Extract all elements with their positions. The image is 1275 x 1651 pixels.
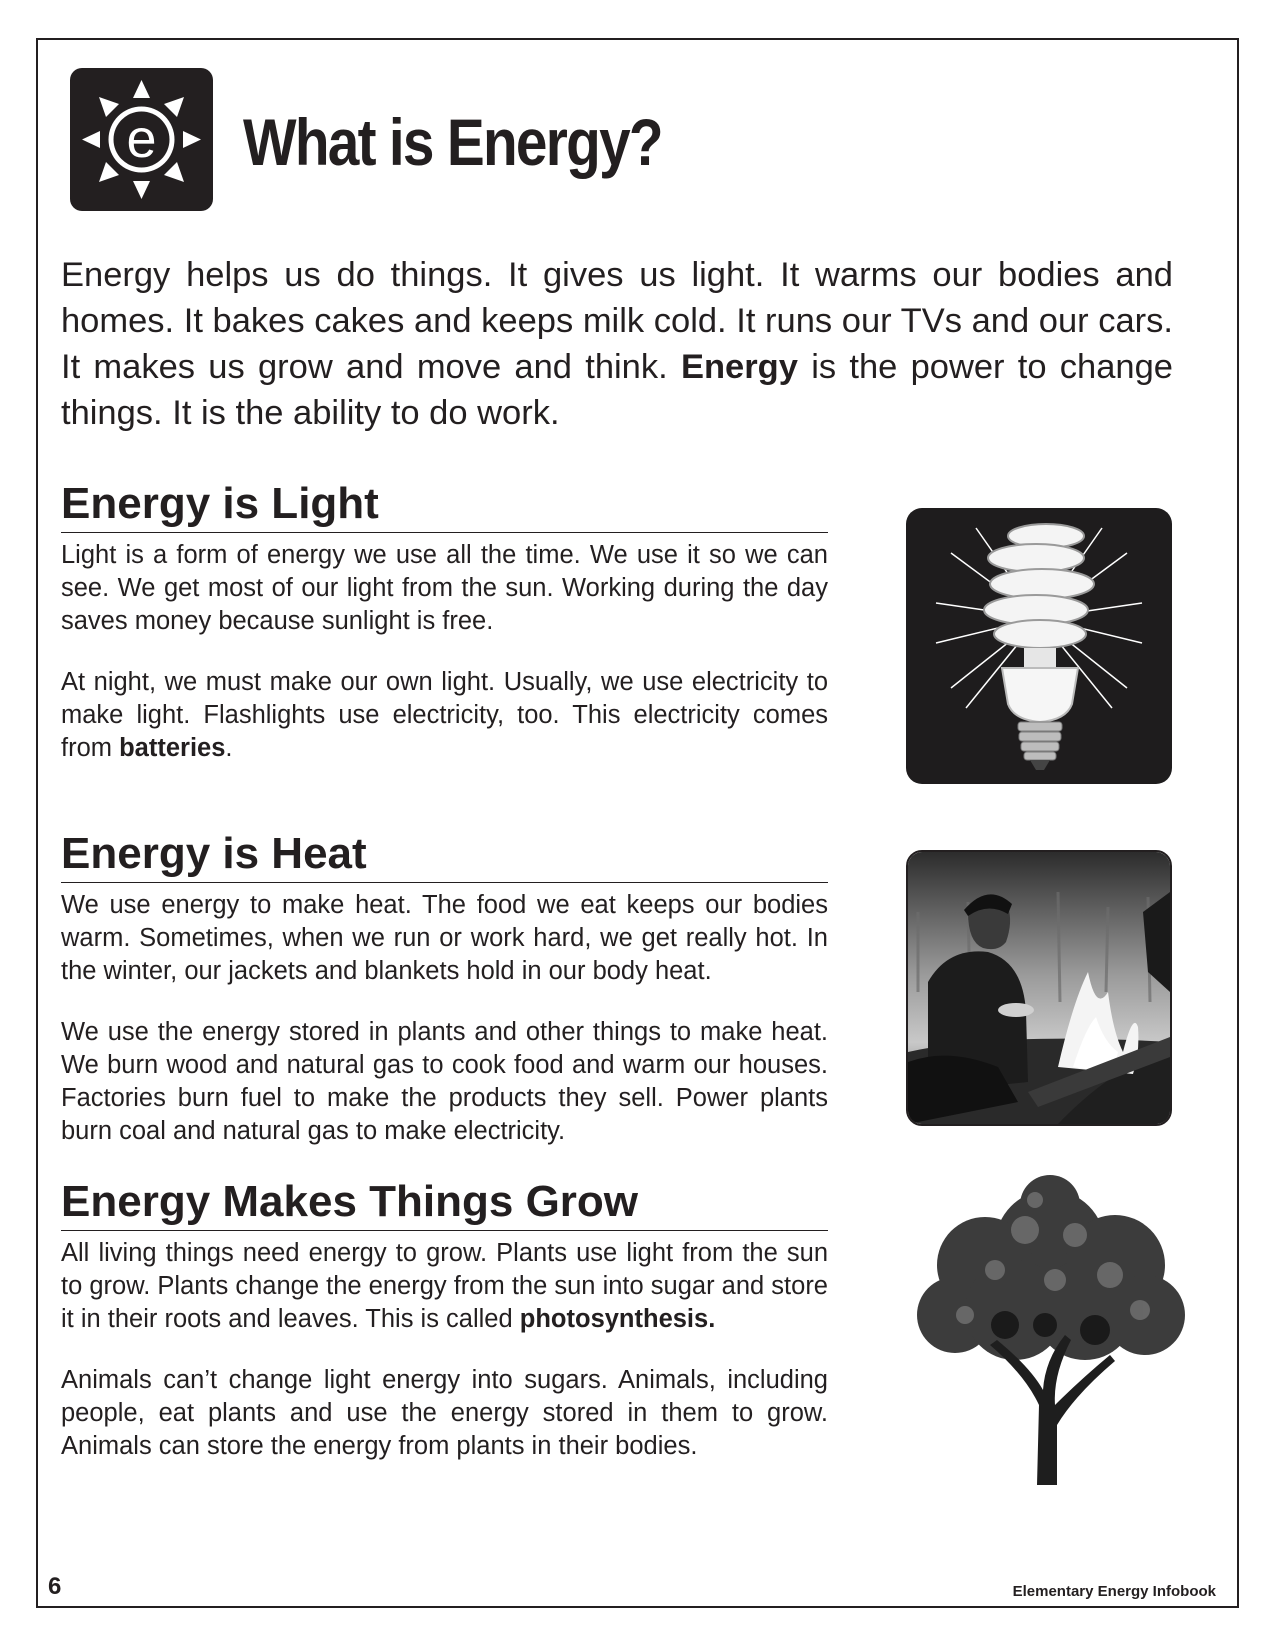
section-heading: Energy is Heat bbox=[61, 826, 828, 883]
section-paragraph: Light is a form of energy we use all the time. We use it so we can see. We get most of our light from the sun. Working during the day saves money because sunlight is free. bbox=[61, 541, 828, 635]
intro-text: Energy helps us do things. It gives us light. It warms our bodies and homes. It bakes cakes and keeps milk cold. It runs our TVs and our cars. It makes us grow and move and think. bbox=[61, 256, 1173, 386]
paragraph-text-end: . bbox=[225, 734, 233, 762]
paragraph-text: All living things need energy to grow. Plants use light from the sun to grow. Plants change the energy from the sun into sugar and store it in their roots and leaves. This is called bbox=[61, 1239, 828, 1333]
campfire-person-icon bbox=[906, 850, 1172, 1126]
bold-term: batteries bbox=[119, 734, 226, 762]
intro-paragraph bbox=[61, 252, 1173, 436]
svg-text:e: e bbox=[126, 109, 157, 169]
light-bulb-icon bbox=[906, 508, 1172, 784]
page-title: What is Energy? bbox=[243, 105, 662, 179]
book-title: Elementary Energy Infobook bbox=[1012, 1583, 1216, 1600]
bold-term: photosynthesis. bbox=[519, 1305, 716, 1333]
section-paragraph: We use the energy stored in plants and other things to make heat. We burn wood and natural gas to cook food and warm our houses. Factories burn fuel to make the products they sell. Power plants burn coal and natural gas to make electricity. bbox=[61, 1018, 828, 1145]
section-energy-light bbox=[61, 476, 828, 765]
section-paragraph bbox=[61, 1237, 828, 1336]
intro-text-end: is the power to change things. It is the ability to do work. bbox=[61, 348, 1173, 432]
section-paragraph: Animals can’t change light energy into sugars. Animals, including people, eat plants and use the energy stored in them to grow. Animals can store the energy from plants in their bodies. bbox=[61, 1366, 828, 1460]
page-number: 6 bbox=[48, 1573, 62, 1600]
section-heading: Energy is Light bbox=[61, 476, 828, 533]
intro-bold-term: Energy bbox=[680, 348, 798, 386]
tree-icon bbox=[905, 1175, 1195, 1485]
section-heading: Energy Makes Things Grow bbox=[61, 1174, 828, 1231]
section-paragraph: We use energy to make heat. The food we eat keeps our bodies warm. Sometimes, when we run or work hard, we get really hot. In the winter, our jackets and blankets hold in our body heat. bbox=[61, 891, 828, 985]
paragraph-text: At night, we must make our own light. Usually, we use electricity to make light. Flashlights use electricity, too. This electricity comes from bbox=[61, 668, 828, 762]
energy-logo-icon bbox=[70, 68, 213, 211]
section-energy-heat bbox=[61, 826, 828, 1148]
section-paragraph bbox=[61, 666, 828, 765]
section-energy-grow bbox=[61, 1174, 828, 1463]
